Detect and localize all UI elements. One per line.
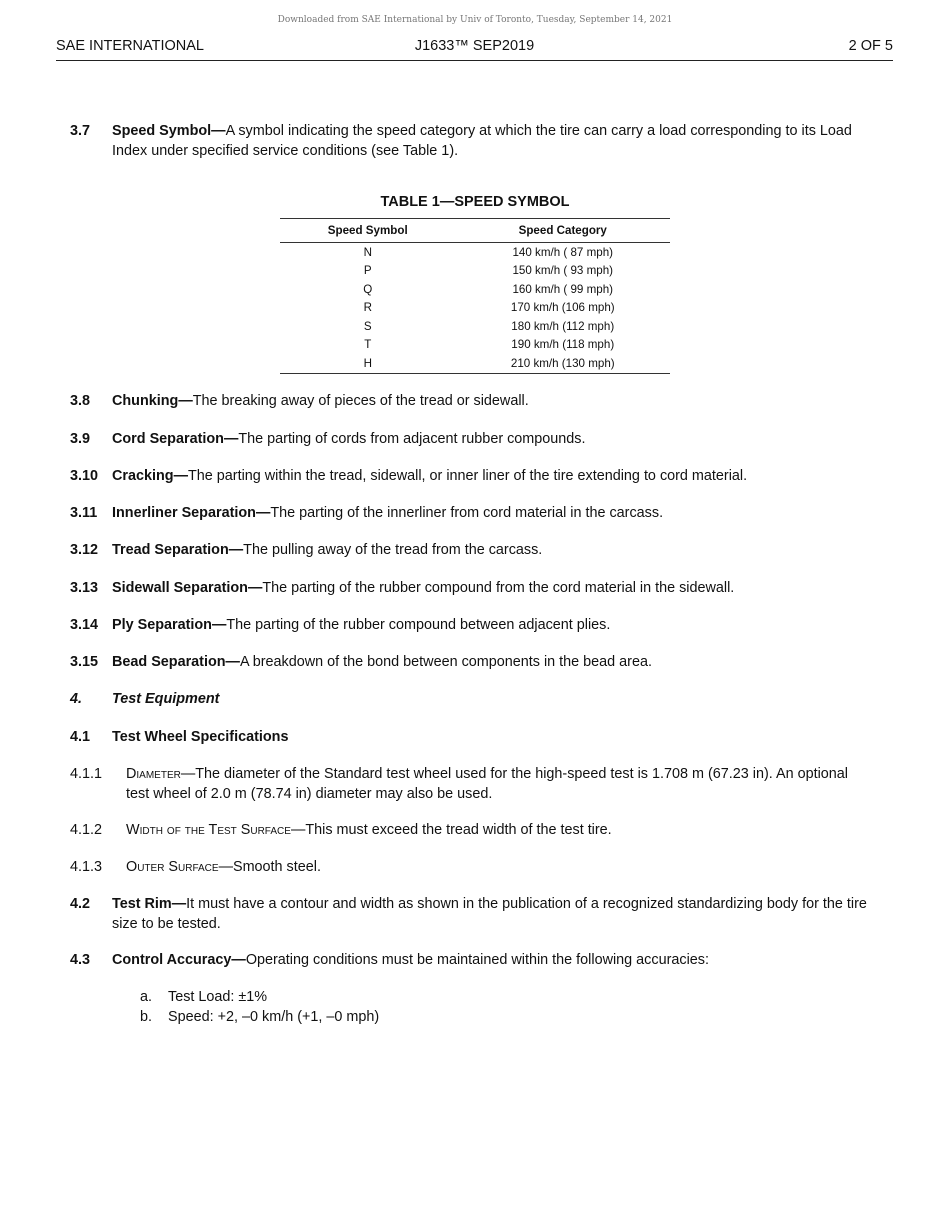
section-4-2	[70, 895, 870, 934]
section-term: Cracking—	[112, 468, 188, 484]
section-number: 4.3	[70, 952, 91, 968]
speed-category-cell: 180 km/h (112 mph)	[511, 319, 615, 333]
speed-symbol-cell: N	[363, 245, 372, 259]
accuracy-list	[140, 988, 379, 1027]
section-text: The parting of the rubber compound from the cord material in the sidewall.	[262, 580, 735, 596]
section-term: Diameter	[126, 766, 181, 782]
speed-symbol-cell: S	[363, 319, 372, 333]
download-watermark: Downloaded from SAE International by Univ of Toronto, Tuesday, September 14, 2021	[277, 15, 673, 25]
table-title: TABLE 1—SPEED SYMBOL	[380, 194, 570, 210]
list-item	[140, 988, 379, 1008]
section-text: A breakdown of the bond between components in the bead area.	[239, 654, 652, 670]
speed-category-cell: 170 km/h (106 mph)	[510, 301, 615, 315]
table-row	[280, 336, 670, 355]
section-3-9	[70, 430, 870, 450]
speed-category-cell: 140 km/h ( 87 mph)	[512, 245, 614, 259]
header-document-id: J1633™ SEP2019	[414, 38, 535, 54]
section-term: Test Rim—	[112, 896, 187, 912]
section-4	[70, 690, 870, 710]
section-3-14	[70, 616, 870, 636]
section-term: Speed Symbol—	[112, 123, 226, 139]
section-term: Chunking—	[112, 393, 193, 409]
table-row	[280, 280, 670, 299]
section-number: 3.9	[70, 431, 91, 447]
speed-category-cell: 150 km/h ( 93 mph)	[512, 264, 614, 278]
section-text: The parting of the innerliner from cord material in the carcass.	[270, 505, 664, 521]
section-text: —Smooth steel.	[218, 859, 321, 875]
section-number: 3.8	[70, 393, 91, 409]
table-header-row	[280, 219, 670, 243]
section-number: 3.13	[70, 580, 99, 596]
section-text: It must have a contour and width as shown in the publication of a recognized standardizing body for the tire size to be tested.	[112, 896, 867, 932]
section-text: The parting within the tread, sidewall, or inner liner of the tire extending to cord material.	[187, 468, 748, 484]
section-term: Width of the Test Surface	[126, 822, 291, 838]
section-4-1-2	[70, 821, 870, 841]
section-number: 3.10	[70, 468, 99, 484]
section-term: Outer Surface	[126, 859, 219, 875]
section-term: Innerliner Separation—	[112, 505, 271, 521]
section-3-8	[70, 392, 870, 412]
section-number: 3.14	[70, 617, 99, 633]
speed-symbol-table	[280, 218, 670, 374]
speed-category-cell: 160 km/h ( 99 mph)	[512, 282, 614, 296]
section-number: 4.2	[70, 896, 91, 912]
section-4-1	[70, 728, 870, 748]
list-marker: b.	[140, 1008, 153, 1025]
section-text: A symbol indicating the speed category at which the tire can carry a load corresponding to its Load Index under specified service conditions (see Table 1).	[112, 123, 852, 159]
section-number: 3.15	[70, 654, 99, 670]
section-3-7	[70, 122, 870, 161]
section-term: Bead Separation—	[112, 654, 240, 670]
section-text: The breaking away of pieces of the tread or sidewall.	[192, 393, 529, 409]
header-publisher: SAE INTERNATIONAL	[56, 38, 204, 54]
section-number: 4.1	[70, 729, 91, 745]
section-text: The pulling away of the tread from the carcass.	[243, 542, 543, 558]
speed-symbol-cell: Q	[363, 282, 373, 296]
list-item-text: Speed: +2, –0 km/h (+1, –0 mph)	[168, 1008, 380, 1025]
table-row	[280, 262, 670, 281]
section-text: Operating conditions must be maintained within the following accuracies:	[245, 952, 709, 968]
speed-symbol-cell: T	[364, 338, 372, 352]
section-text: The parting of the rubber compound between adjacent plies.	[226, 617, 611, 633]
section-3-12	[70, 541, 870, 561]
page-header	[56, 38, 893, 61]
section-number: 3.11	[70, 505, 98, 521]
section-term: Sidewall Separation—	[112, 580, 263, 596]
section-3-15	[70, 653, 870, 673]
section-term: Ply Separation—	[112, 617, 227, 633]
table-row	[280, 299, 670, 318]
speed-symbol-cell: H	[280, 354, 456, 373]
section-number: 3.12	[70, 542, 99, 558]
section-text: —This must exceed the tread width of the test tire.	[290, 822, 612, 838]
table-row	[280, 243, 670, 262]
section-number: 4.1.3	[70, 859, 103, 875]
speed-category-cell: 210 km/h (130 mph)	[456, 354, 671, 373]
section-heading: Test Equipment	[112, 691, 220, 707]
section-term: Tread Separation—	[112, 542, 244, 558]
section-4-3	[70, 951, 870, 971]
speed-category-cell: 190 km/h (118 mph)	[511, 338, 615, 352]
section-text: —The diameter of the Standard test wheel used for the high-speed test is 1.708 m (67.23 in). An optional test wheel of 2.0 m (78.74 in) diameter may also be used.	[126, 766, 849, 802]
speed-symbol-cell: R	[363, 301, 372, 315]
table-row	[280, 354, 670, 373]
header-page-number: 2 OF 5	[848, 38, 893, 54]
section-term: Cord Separation—	[112, 431, 239, 447]
section-heading: Test Wheel Specifications	[112, 729, 289, 745]
section-number: 4.	[70, 691, 83, 707]
section-number: 3.7	[70, 123, 91, 139]
section-text: The parting of cords from adjacent rubber compounds.	[238, 431, 586, 447]
section-4-1-1	[70, 765, 870, 804]
column-header-speed-symbol: Speed Symbol	[280, 219, 456, 243]
table-row	[280, 317, 670, 336]
section-3-11	[70, 504, 870, 524]
column-header-speed-category: Speed Category	[456, 219, 671, 243]
list-item	[140, 1008, 379, 1028]
list-marker: a.	[140, 989, 153, 1005]
list-item-text: Test Load: ±1%	[168, 989, 268, 1005]
speed-symbol-cell: P	[363, 264, 372, 278]
section-number: 4.1.2	[70, 822, 103, 838]
section-3-13	[70, 579, 870, 599]
section-3-10	[70, 467, 870, 487]
section-term: Control Accuracy—	[112, 952, 246, 968]
section-4-1-3	[70, 858, 870, 878]
section-number: 4.1.1	[70, 766, 103, 782]
